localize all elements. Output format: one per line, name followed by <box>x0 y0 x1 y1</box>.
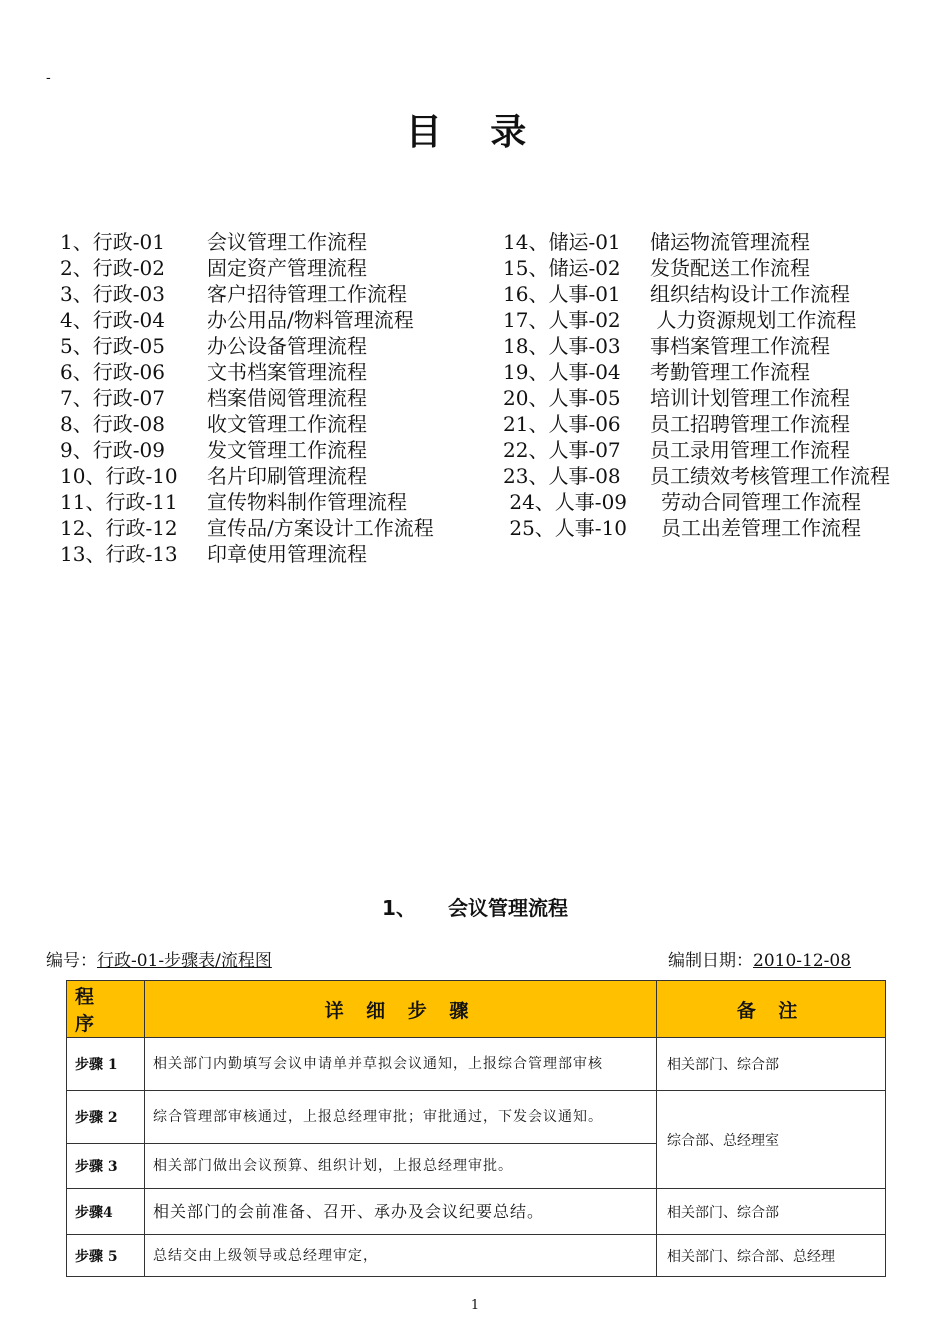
toc-entry <box>60 515 490 541</box>
step-note: 相关部门、综合部 <box>657 1038 886 1091</box>
step-detail: 相关部门内勤填写会议申请单并草拟会议通知，上报综合管理部审核 <box>145 1038 657 1091</box>
toc-entry <box>503 359 903 385</box>
section-title-text: 会议管理流程 <box>447 896 568 920</box>
document-date-value: 2010-12-08 <box>753 951 852 971</box>
toc-entry-code: 2、行政-02 <box>60 256 165 280</box>
toc-entry-code: 8、行政-08 <box>60 412 165 436</box>
toc-entry-code: 1、行政-01 <box>60 230 165 254</box>
toc-left-column <box>60 229 490 567</box>
toc-entry <box>60 359 490 385</box>
step-detail: 综合管理部审核通过，上报总经理审批；审批通过，下发会议通知。 <box>145 1091 657 1144</box>
step-label: 步骤4 <box>67 1189 145 1235</box>
toc-entry-name: 培训计划管理工作流程 <box>650 386 850 410</box>
toc-entry-name: 办公用品/物料管理流程 <box>207 308 414 332</box>
step-detail: 相关部门的会前准备、召开、承办及会议纪要总结。 <box>145 1189 657 1235</box>
toc-entry-name: 宣传品/方案设计工作流程 <box>207 516 434 540</box>
step-label: 步骤 1 <box>67 1038 145 1091</box>
table-row <box>67 1091 886 1144</box>
toc-entry-code: 11、行政-11 <box>60 490 178 514</box>
toc-entry <box>60 333 490 359</box>
toc-entry-code: 25、人事-10 <box>503 516 628 540</box>
table-row <box>67 1235 886 1277</box>
toc-entry-code: 16、人事-01 <box>503 282 621 306</box>
toc-entry <box>503 489 903 515</box>
toc-entry <box>60 255 490 281</box>
toc-entry-name: 考勤管理工作流程 <box>650 360 810 384</box>
toc-entry-name: 员工招聘管理工作流程 <box>650 412 850 436</box>
toc-entry-name: 客户招待管理工作流程 <box>207 282 407 306</box>
toc-entry <box>60 281 490 307</box>
toc-entry-code: 24、人事-09 <box>503 490 628 514</box>
toc-entry <box>60 385 490 411</box>
toc-entry-name: 固定资产管理流程 <box>207 256 367 280</box>
toc-entry-name: 组织结构设计工作流程 <box>650 282 850 306</box>
table-row <box>67 1189 886 1235</box>
document-code-label: 编号： <box>46 951 97 971</box>
toc-entry-name: 文书档案管理流程 <box>207 360 367 384</box>
toc-entry-name: 办公设备管理流程 <box>207 334 367 358</box>
toc-entry-name: 发货配送工作流程 <box>650 256 810 280</box>
toc-entry <box>60 437 490 463</box>
toc-entry-name: 储运物流管理流程 <box>650 230 810 254</box>
toc-entry <box>60 411 490 437</box>
toc-entry-name: 人力资源规划工作流程 <box>650 308 857 332</box>
step-label: 步骤 3 <box>67 1144 145 1189</box>
toc-entry-name: 员工录用管理工作流程 <box>650 438 850 462</box>
toc-entry-code: 17、人事-02 <box>503 308 621 332</box>
step-detail: 相关部门做出会议预算、组织计划，上报总经理审批。 <box>145 1144 657 1189</box>
toc-entry <box>503 437 903 463</box>
table-row <box>67 1038 886 1091</box>
toc-entry <box>503 333 903 359</box>
toc-entry-name: 印章使用管理流程 <box>207 542 367 566</box>
toc-entry-name: 收文管理工作流程 <box>207 412 367 436</box>
step-label: 步骤 2 <box>67 1091 145 1144</box>
top-dash-mark: - <box>46 70 51 86</box>
toc-entry <box>503 385 903 411</box>
toc-entry <box>60 307 490 333</box>
toc-entry-name: 发文管理工作流程 <box>207 438 367 462</box>
toc-entry-code: 13、行政-13 <box>60 542 178 566</box>
toc-entry-name: 名片印刷管理流程 <box>207 464 367 488</box>
page-number: 1 <box>470 1298 480 1313</box>
toc-entry-name: 员工绩效考核管理工作流程 <box>650 464 890 488</box>
toc-entry-code: 7、行政-07 <box>60 386 165 410</box>
toc-title: 目 录 <box>405 111 545 153</box>
toc-entry-code: 14、储运-01 <box>503 230 621 254</box>
table-header-row <box>67 981 886 1038</box>
document-date <box>668 946 851 971</box>
document-code <box>46 946 272 971</box>
toc-entry <box>60 541 490 567</box>
toc-entry <box>60 463 490 489</box>
toc-entry-code: 15、储运-02 <box>503 256 621 280</box>
toc-entry-name: 档案借阅管理流程 <box>207 386 367 410</box>
steps-table <box>66 980 886 1277</box>
toc-entry-code: 12、行政-12 <box>60 516 178 540</box>
toc-entry-code: 9、行政-09 <box>60 438 165 462</box>
section-title <box>0 892 950 921</box>
toc-entry <box>503 463 903 489</box>
toc-entry-code: 18、人事-03 <box>503 334 621 358</box>
toc-right-column <box>503 229 903 541</box>
toc-entry-name: 会议管理工作流程 <box>207 230 367 254</box>
toc-entry-name: 劳动合同管理工作流程 <box>661 490 861 514</box>
toc-entry-code: 6、行政-06 <box>60 360 165 384</box>
step-label: 步骤 5 <box>67 1235 145 1277</box>
toc-entry <box>503 411 903 437</box>
header-detail-steps: 详 细 步 骤 <box>145 981 657 1038</box>
toc-entry-code: 20、人事-05 <box>503 386 621 410</box>
document-code-value: 行政-01-步骤表/流程图 <box>97 951 272 971</box>
toc-entry-code: 19、人事-04 <box>503 360 621 384</box>
toc-entry-name: 宣传物料制作管理流程 <box>207 490 407 514</box>
toc-entry-name: 事档案管理工作流程 <box>650 334 830 358</box>
header-remarks: 备 注 <box>657 981 886 1038</box>
toc-entry <box>503 255 903 281</box>
toc-entry <box>503 515 903 541</box>
section-number: 1、 <box>382 896 416 920</box>
step-note: 相关部门、综合部、总经理 <box>657 1235 886 1277</box>
toc-entry <box>503 281 903 307</box>
toc-entry-code: 22、人事-07 <box>503 438 621 462</box>
toc-entry-code: 4、行政-04 <box>60 308 165 332</box>
header-procedure: 程 序 <box>67 981 145 1038</box>
document-date-label: 编制日期： <box>668 951 753 971</box>
toc-entry <box>503 307 903 333</box>
toc-entry-code: 10、行政-10 <box>60 464 178 488</box>
step-note: 相关部门、综合部 <box>657 1189 886 1235</box>
step-detail: 总结交由上级领导或总经理审定， <box>145 1235 657 1277</box>
toc-entry-code: 23、人事-08 <box>503 464 621 488</box>
toc-entry <box>503 229 903 255</box>
toc-entry-code: 21、人事-06 <box>503 412 621 436</box>
toc-entry <box>60 229 490 255</box>
toc-entry-name: 员工出差管理工作流程 <box>661 516 861 540</box>
toc-entry-code: 3、行政-03 <box>60 282 165 306</box>
step-note: 综合部、总经理室 <box>657 1091 886 1189</box>
toc-entry <box>60 489 490 515</box>
toc-entry-code: 5、行政-05 <box>60 334 165 358</box>
